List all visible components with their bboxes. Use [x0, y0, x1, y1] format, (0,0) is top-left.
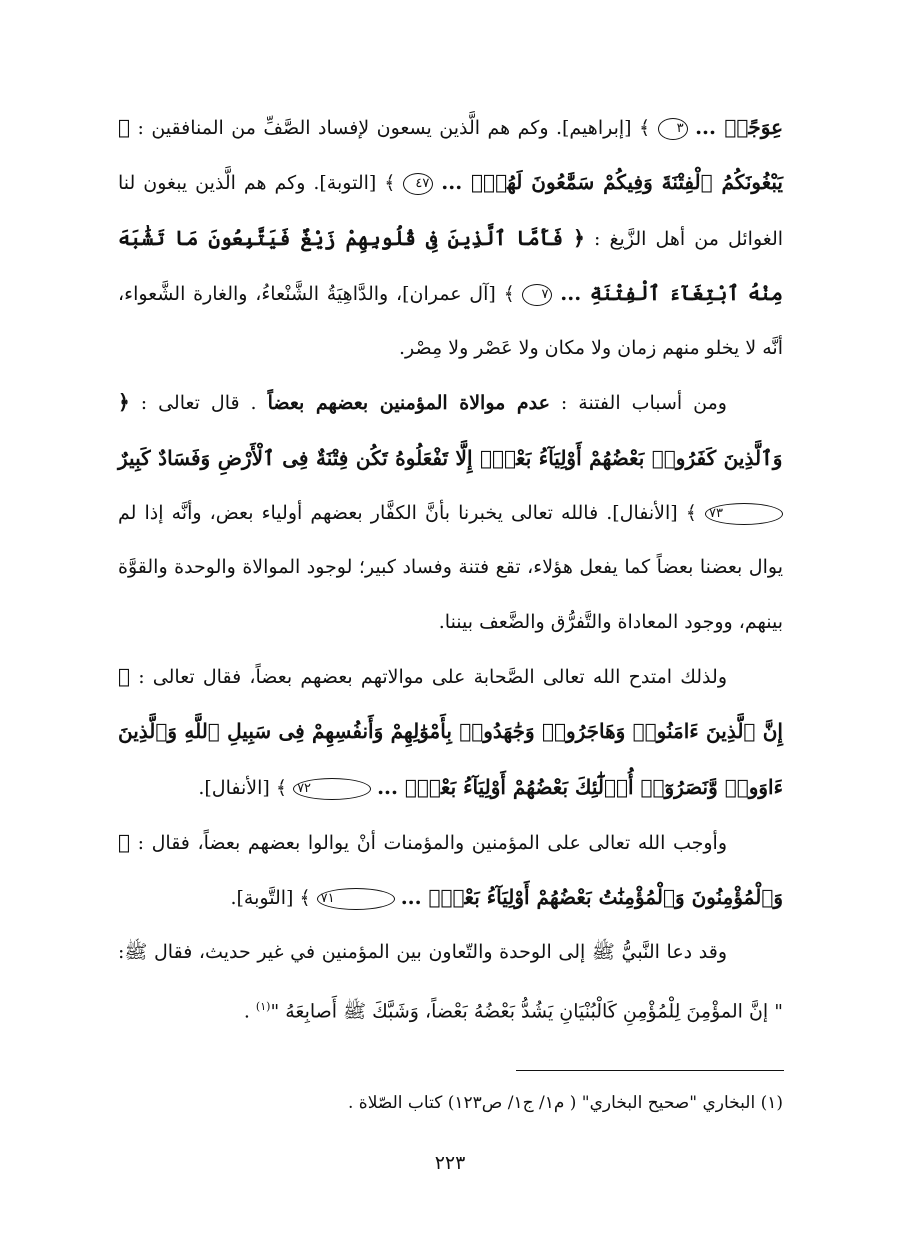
body-text: وأوجب الله تعالى على المؤمنين والمؤمنات أنْ يوالوا بعضهم بعضاً، فقال : [130, 831, 727, 854]
body-text: ﴾ [التَّوبة]. [230, 887, 311, 910]
quran-verse: ﴿ يَبْغُونَكُمُ ٱلْفِتْنَةَ وَفِيكُمْ سَمَّٰعُونَ لَهُمْۗ ... [118, 115, 783, 195]
footnote: (١) البخاري "صحيح البخاري" ( م١/ ج١/ ص١٢٣) كتاب الصّلاة . [348, 1093, 783, 1113]
quran-verse: ﴿ وَٱلَّذِينَ كَفَرُوا۟ بَعْضُهُمْ أَوْلِيَآءُ بَعْضٍۚ إِلَّا تَفْعَلُوهُ تَكُن فِتْنَةٌ فِى ٱلْأَرْضِ وَفَسَادٌ كَبِيرٌ [118, 390, 783, 470]
ayah-number-marker: ٧١ [317, 888, 395, 910]
ayah-number-marker: ٧ [522, 284, 552, 306]
paragraph-2 [118, 375, 783, 648]
quran-verse: ﴿ وَٱلْمُؤْمِنُونَ وَٱلْمُؤْمِنَٰتُ بَعْضُهُمْ أَوْلِيَآءُ بَعْضٍۚ ... [118, 829, 783, 910]
hadith-text: وقد دعا النَّبيُّ ﷺ إلى الوحدة والتّعاون بين المؤمنين في غير حديث، فقال ﷺ: " إنَّ المؤْمِنَ لِلْمُؤْمِنِ كَالْبُنْيَانِ يَشُدُّ بَعْضُهُ بَعْضاً، وَشَبَّكَ ﷺ أَصابِعَهُ " [118, 941, 783, 1023]
paragraph-3 [118, 649, 783, 815]
body-text: . [243, 1000, 256, 1023]
body-text: ﴾ [التوبة]. وكم هم الَّذين يبغون لنا الغوائل من أهل الزَّيغ : [118, 172, 784, 250]
paragraph-1 [118, 100, 783, 375]
footnote-reference[interactable]: (١) [255, 999, 271, 1013]
paragraph-4 [118, 815, 783, 926]
body-text: ولذلك امتدح الله تعالى الصَّحابة على موالاتهم بعضهم بعضاً، فقال تعالى : [130, 665, 727, 688]
paragraph-5 [118, 925, 783, 1038]
page-body [118, 100, 783, 1038]
body-text: ﴾ [إبراهيم]. وكم هم الَّذين يسعون لإفساد الصَّفِّ من المنافقين : [130, 117, 651, 139]
body-text: ﴾ [آل عمران]، والدَّاهِيَةُ الشَّنْعاءُ، والغارة الشَّعواء، أنَّه لا يخلو منهم زمان ولا مكان ولا عَصْر ولا مِصْر. [118, 282, 783, 360]
bold-heading-text: عدم موالاة المؤمنين بعضهم بعضاً [267, 392, 550, 415]
footnote-divider [516, 1070, 784, 1071]
quran-verse: ﴿ إِنَّ ٱلَّذِينَ ءَامَنُوا۟ وَهَاجَرُوا۟ وَجَٰهَدُوا۟ بِأَمْوَٰلِهِمْ وَأَنفُسِهِمْ فِى سَبِيلِ ٱللَّهِ وَٱلَّذِينَ ءَاوَوا۟ وَّنَصَرُوٓا۟ أُو۟لَٰٓئِكَ بَعْضُهُمْ أَوْلِيَآءُ بَعْضٍۚ ... [118, 663, 783, 799]
quran-verse: ﴿ فَأَمَّا ٱلَّذِينَ فِى قُلُوبِهِمْ زَيْغٌ فَيَتَّبِعُونَ مَا تَشَٰبَهَ مِنْهُ ٱبْتِغَآءَ ٱلْفِتْنَةِ ... [118, 225, 784, 305]
body-text: ﴾ [الأنفال]. [198, 776, 288, 799]
quran-verse: عِوَجًاۚ ... [695, 115, 783, 139]
ayah-number-marker: ٧٢ [293, 778, 371, 800]
ayah-number-marker: ٧٣ [705, 503, 783, 525]
ayah-number-marker: ٣ [658, 118, 688, 140]
body-text: . قال تعالى : [129, 392, 257, 415]
body-text: ومن أسباب الفتنة : [549, 392, 727, 415]
page-number: ٢٢٣ [434, 1152, 466, 1174]
body-text: ﴾ [الأنفال]. فالله تعالى يخبرنا بأنَّ الكفَّار بعضهم أولياء بعض، وأنَّه إذا لم يوال بعضنا بعضاً كما يفعل هؤلاء، تقع فتنة وفساد كبير؛ لوجود الموالاة والوحدة والقوَّة بينهم، ووجود المعاداة والتَّفرُّق والضَّعف بيننا. [118, 502, 783, 633]
ayah-number-marker: ٤٧ [403, 173, 433, 195]
